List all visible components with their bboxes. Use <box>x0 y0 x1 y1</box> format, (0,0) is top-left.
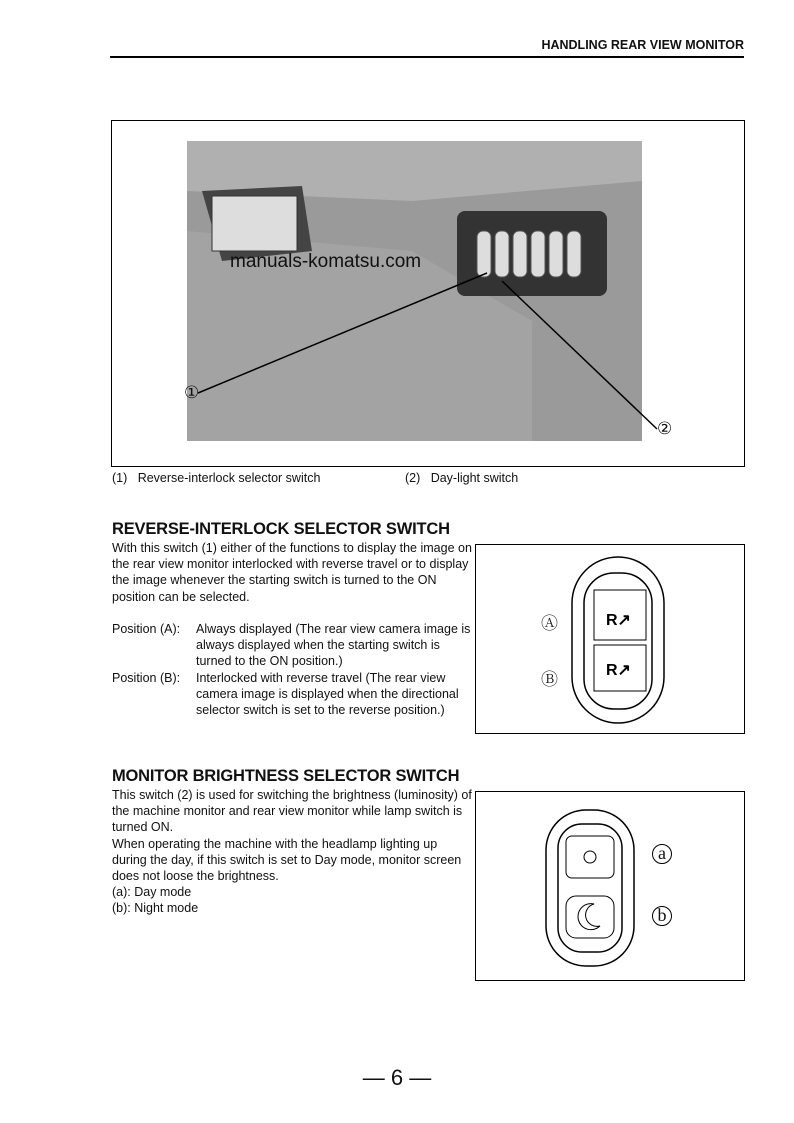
section-title-brightness: MONITOR BRIGHTNESS SELECTOR SWITCH <box>112 767 460 785</box>
night-mode-item: (b): Night mode <box>112 901 199 916</box>
rocker-switch-illustration <box>476 545 744 733</box>
section1-body <box>112 540 472 718</box>
callout-1: ① <box>184 383 200 402</box>
position-b: Position (B): Interlocked with reverse travel (The rear view camera image is displayed when the directional selector switch is set to the reverse position.) <box>112 670 459 718</box>
figure-reverse-switch <box>475 544 745 734</box>
watermark: manuals-komatsu.com <box>230 251 422 272</box>
section2-body <box>112 787 472 917</box>
day-night-switch-illustration <box>476 792 744 980</box>
svg-text:R↗: R↗ <box>606 662 631 679</box>
caption-2: (2) Day-light switch <box>405 471 519 485</box>
figure-brightness-switch <box>475 791 745 981</box>
cab-panel-illustration <box>112 121 744 466</box>
page-number: — 6 — <box>362 1065 432 1090</box>
section2-line: This switch (2) is used for switching the brightness (luminosity) of the machine monitor and rear view monitor while lamp switch is turned ON. <box>112 788 472 835</box>
section1-intro: With this switch (1) either of the functions to display the image on the rear view monitor interlocked with reverse travel or to display the image whenever the starting switch is turned to the ON position can be selected. <box>112 541 472 604</box>
label-b: Ⓑ <box>541 670 558 689</box>
caption-1: (1) Reverse-interlock selector switch <box>112 471 321 485</box>
figure-switch-location <box>111 120 745 467</box>
day-mode-item: (a): Day mode <box>112 885 192 900</box>
label-a: Ⓐ <box>541 614 558 633</box>
label-b-night: b <box>652 906 672 926</box>
running-header: HANDLING REAR VIEW MONITOR <box>541 38 744 52</box>
svg-text:R↗: R↗ <box>606 612 631 629</box>
label-a-day: a <box>652 844 672 864</box>
section2-line: When operating the machine with the headlamp lighting up during the day, if this switch is set to Day mode, monitor screen does not loose the brightness. <box>112 836 462 884</box>
header-rule <box>110 56 744 58</box>
section-title-reverse-interlock: REVERSE-INTERLOCK SELECTOR SWITCH <box>112 520 450 538</box>
callout-2: ② <box>657 419 673 438</box>
position-a: Position (A): Always displayed (The rear view camera image is always displayed when the starting switch is turned to the ON position.) <box>112 622 471 669</box>
